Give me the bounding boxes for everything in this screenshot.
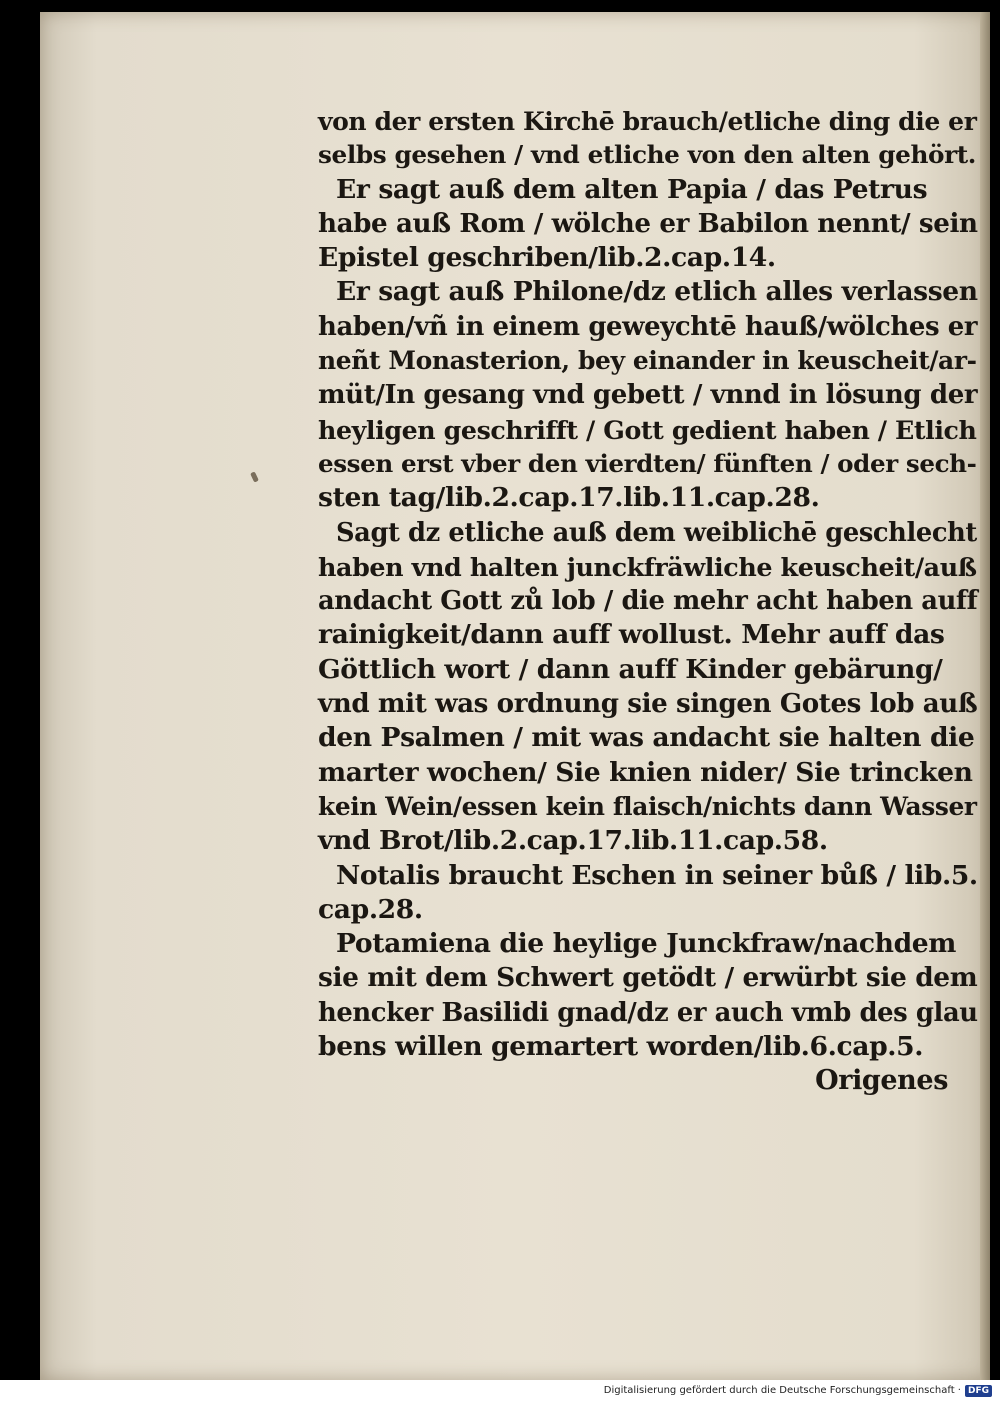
text-line: Sagt dz etliche auß dem weiblichē geschlecht: [336, 517, 977, 548]
catchword: Origenes: [815, 1065, 948, 1097]
text-line: Er sagt auß dem alten Papia / das Petrus: [336, 173, 928, 205]
text-line: selbs gesehen / vnd etliche von den alten gehört.: [318, 140, 976, 170]
text-line: vnd Brot/lib.2.cap.17.lib.11.cap.58.: [318, 825, 828, 857]
dfg-logo: DFG: [965, 1385, 992, 1397]
footer-bar: [0, 1380, 1000, 1401]
book-page: [40, 12, 990, 1380]
text-line: haben vnd halten junckfräwliche keuscheit/auß: [318, 551, 977, 582]
page-text: [318, 104, 988, 1099]
text-line: neñt Monasterion, bey einander in keuscheit/ar-: [318, 346, 977, 376]
text-line: rainigkeit/dann auff wollust. Mehr auff das: [318, 619, 945, 651]
text-line: müt/In gesang vnd gebett / vnnd in lösung der: [318, 380, 978, 411]
ink-mark: [250, 471, 259, 482]
text-line: Epistel geschriben/lib.2.cap.14.: [318, 242, 776, 274]
text-line: habe auß Rom / wölche er Babilon nennt/ sein: [318, 207, 978, 239]
text-line: Notalis braucht Eschen in seiner bůß / lib.5.: [336, 859, 978, 891]
footer-credit: Digitalisierung gefördert durch die Deutsche Forschungsgemeinschaft: [603, 1385, 955, 1396]
text-line: marter wochen/ Sie knien nider/ Sie trincken: [318, 756, 973, 788]
text-line: andacht Gott zů lob / die mehr acht haben auff: [318, 586, 978, 617]
text-line: essen erst vber den vierdten/ fünften / oder sech-: [318, 448, 977, 478]
text-line: haben/vñ in einem geweychtē hauß/wölches er: [318, 311, 978, 342]
text-line: hencker Basilidi gnad/dz er auch vmb des glau: [318, 997, 978, 1028]
text-line: bens willen gemartert worden/lib.6.cap.5.: [318, 1031, 924, 1063]
text-line: den Psalmen / mit was andacht sie halten die: [318, 722, 975, 754]
text-line: sie mit dem Schwert getödt / erwürbt sie dem: [318, 962, 978, 994]
text-line: kein Wein/essen kein flaisch/nichts dann Wasser: [318, 791, 977, 821]
text-line: Potamiena die heylige Junckfraw/nachdem: [336, 928, 957, 960]
text-line: vnd mit was ordnung sie singen Gotes lob auß: [318, 688, 978, 720]
text-line: Göttlich wort / dann auff Kinder gebärung/: [318, 653, 943, 685]
text-line: sten tag/lib.2.cap.17.lib.11.cap.28.: [318, 482, 820, 514]
footer-separator: ·: [954, 1385, 961, 1396]
text-line: Er sagt auß Philone/dz etlich alles verlassen: [336, 276, 978, 308]
text-line: heyligen geschrifft / Gott gedient haben / Etlich: [318, 414, 977, 445]
text-line: cap.28.: [318, 893, 423, 925]
text-line: von der ersten Kirchē brauch/etliche ding die er: [318, 106, 977, 136]
